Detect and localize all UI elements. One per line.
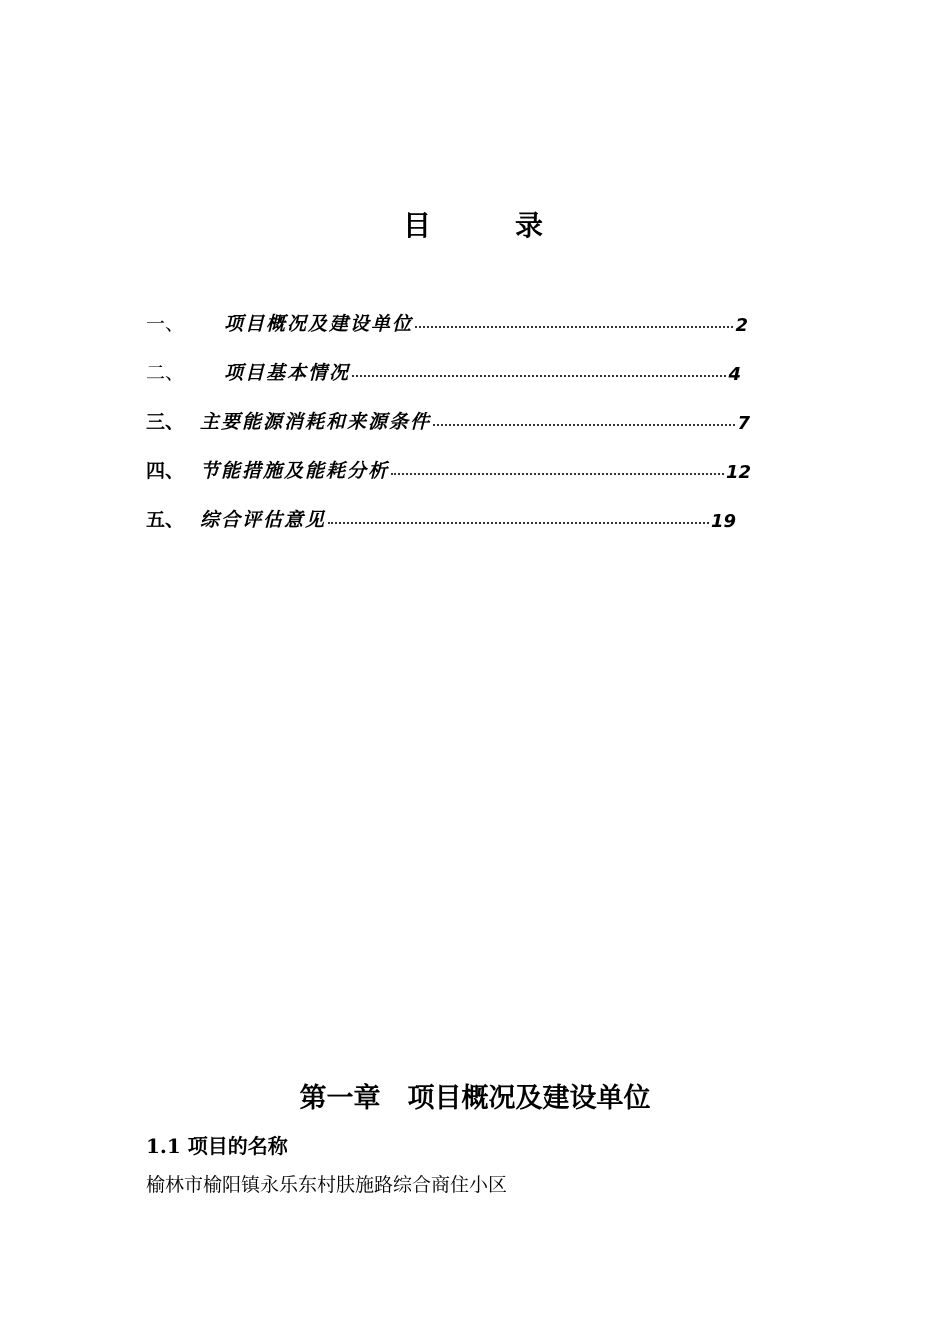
toc-entry-page: 7 bbox=[737, 413, 750, 434]
toc-leader-dots bbox=[328, 521, 709, 524]
toc-leader-dots bbox=[415, 325, 733, 328]
section-body: 榆林市榆阳镇永乐东村肤施路综合商住小区 bbox=[146, 1174, 508, 1196]
toc-entry-page: 12 bbox=[725, 462, 751, 483]
toc-title: 目 录 bbox=[402, 209, 571, 242]
toc-entry-4[interactable] bbox=[146, 455, 751, 483]
toc-entry-number: 三、 bbox=[146, 411, 185, 433]
toc-entry-2[interactable] bbox=[146, 357, 741, 385]
toc-leader-dots bbox=[391, 472, 724, 475]
toc-entry-number: 一、 bbox=[146, 313, 185, 335]
section-title: 1.1 项目的名称 bbox=[146, 1134, 288, 1158]
toc-entry-text: 主要能源消耗和来源条件 bbox=[200, 411, 432, 433]
toc-entry-text: 项目基本情况 bbox=[224, 362, 351, 384]
toc-entry-number: 五、 bbox=[146, 509, 185, 531]
toc-entry-1[interactable] bbox=[146, 308, 748, 336]
toc-entry-text: 节能措施及能耗分析 bbox=[200, 460, 390, 482]
toc-entry-number: 二、 bbox=[146, 362, 185, 384]
chapter-title: 第一章 项目概况及建设单位 bbox=[299, 1083, 651, 1114]
toc-entry-text: 项目概况及建设单位 bbox=[224, 313, 414, 335]
toc-leader-dots bbox=[433, 423, 735, 426]
toc-entry-page: 19 bbox=[710, 511, 736, 532]
toc-entry-3[interactable] bbox=[146, 406, 750, 434]
toc-entry-page: 2 bbox=[735, 315, 748, 336]
toc-entry-number: 四、 bbox=[146, 460, 185, 482]
toc-entry-text: 综合评估意见 bbox=[200, 509, 327, 531]
toc-leader-dots bbox=[352, 374, 726, 377]
toc-entry-page: 4 bbox=[728, 364, 741, 385]
toc-entry-5[interactable] bbox=[146, 504, 736, 532]
